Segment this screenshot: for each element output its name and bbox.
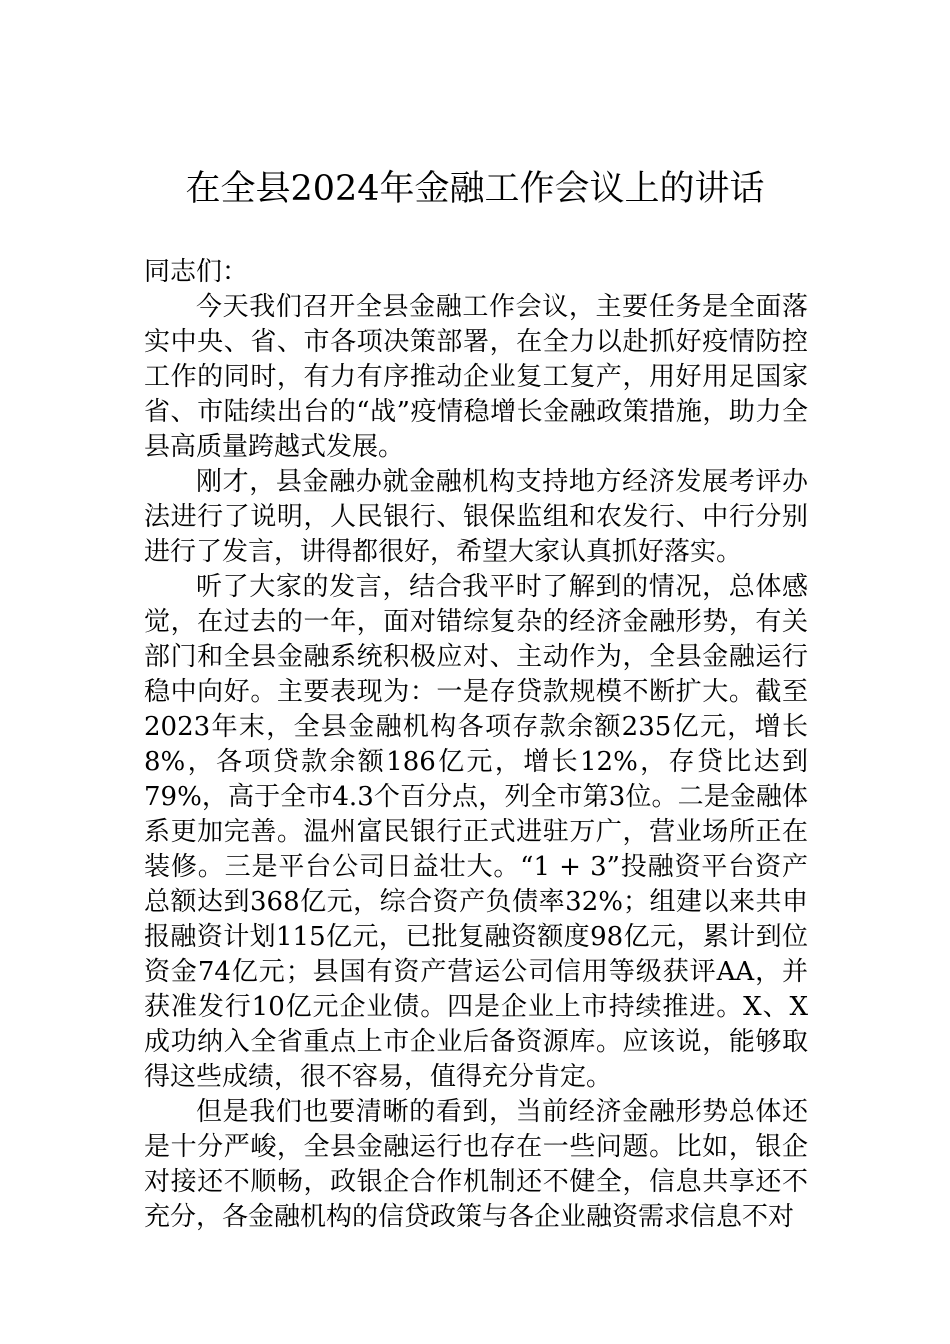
- paragraph-2: 刚才，县金融办就金融机构支持地方经济发展考评办法进行了说明，人民银行、银保监组和农发行、中行分别进行了发言，讲得都很好，希望大家认真抓好落实。: [144, 467, 808, 567]
- salutation: 同志们：: [144, 257, 249, 287]
- paragraph-4: 但是我们也要清晰的看到，当前经济金融形势总体还是十分严峻，全县金融运行也存在一些问题。比如，银企对接还不顺畅，政银企合作机制还不健全，信息共享还不充分，各金融机构的信贷政策与各企业融资需求信息不对: [144, 1097, 808, 1232]
- document-title: 在全县2024年金融工作会议上的讲话: [185, 169, 765, 209]
- paragraph-3: 听了大家的发言，结合我平时了解到的情况，总体感觉，在过去的一年，面对错综复杂的经济金融形势，有关部门和全县金融系统积极应对、主动作为，全县金融运行稳中向好。主要表现为：一是存贷款规模不断扩大。截至2023年末，全县金融机构各项存款余额235亿元，增长8%，各项贷款余额186亿元，增长12%，存贷比达到79%，高于全市4.3个百分点，列全市第3位。二是金融体系更加完善。温州富民银行正式进驻万广，营业场所正在装修。三是平台公司日益壮大。“1 + 3”投融资平台资产总额达到368亿元，综合资产负债率32%；组建以来共申报融资计划115亿元，已批复融资额度98亿元，累计到位资金74亿元；县国有资产营运公司信用等级获评AA，并获准发行10亿元企业债。四是企业上市持续推进。X、X成功纳入全省重点上市企业后备资源库。应该说，能够取得这些成绩，很不容易，值得充分肯定。: [144, 572, 808, 1092]
- paragraph-1: 今天我们召开全县金融工作会议，主要任务是全面落实中央、省、市各项决策部署，在全力以赴抓好疫情防控工作的同时，有力有序推动企业复工复产，用好用足国家省、市陆续出台的“战”疫情稳增长金融政策措施，助力全县高质量跨越式发展。: [144, 292, 808, 462]
- document-body: [144, 255, 808, 1235]
